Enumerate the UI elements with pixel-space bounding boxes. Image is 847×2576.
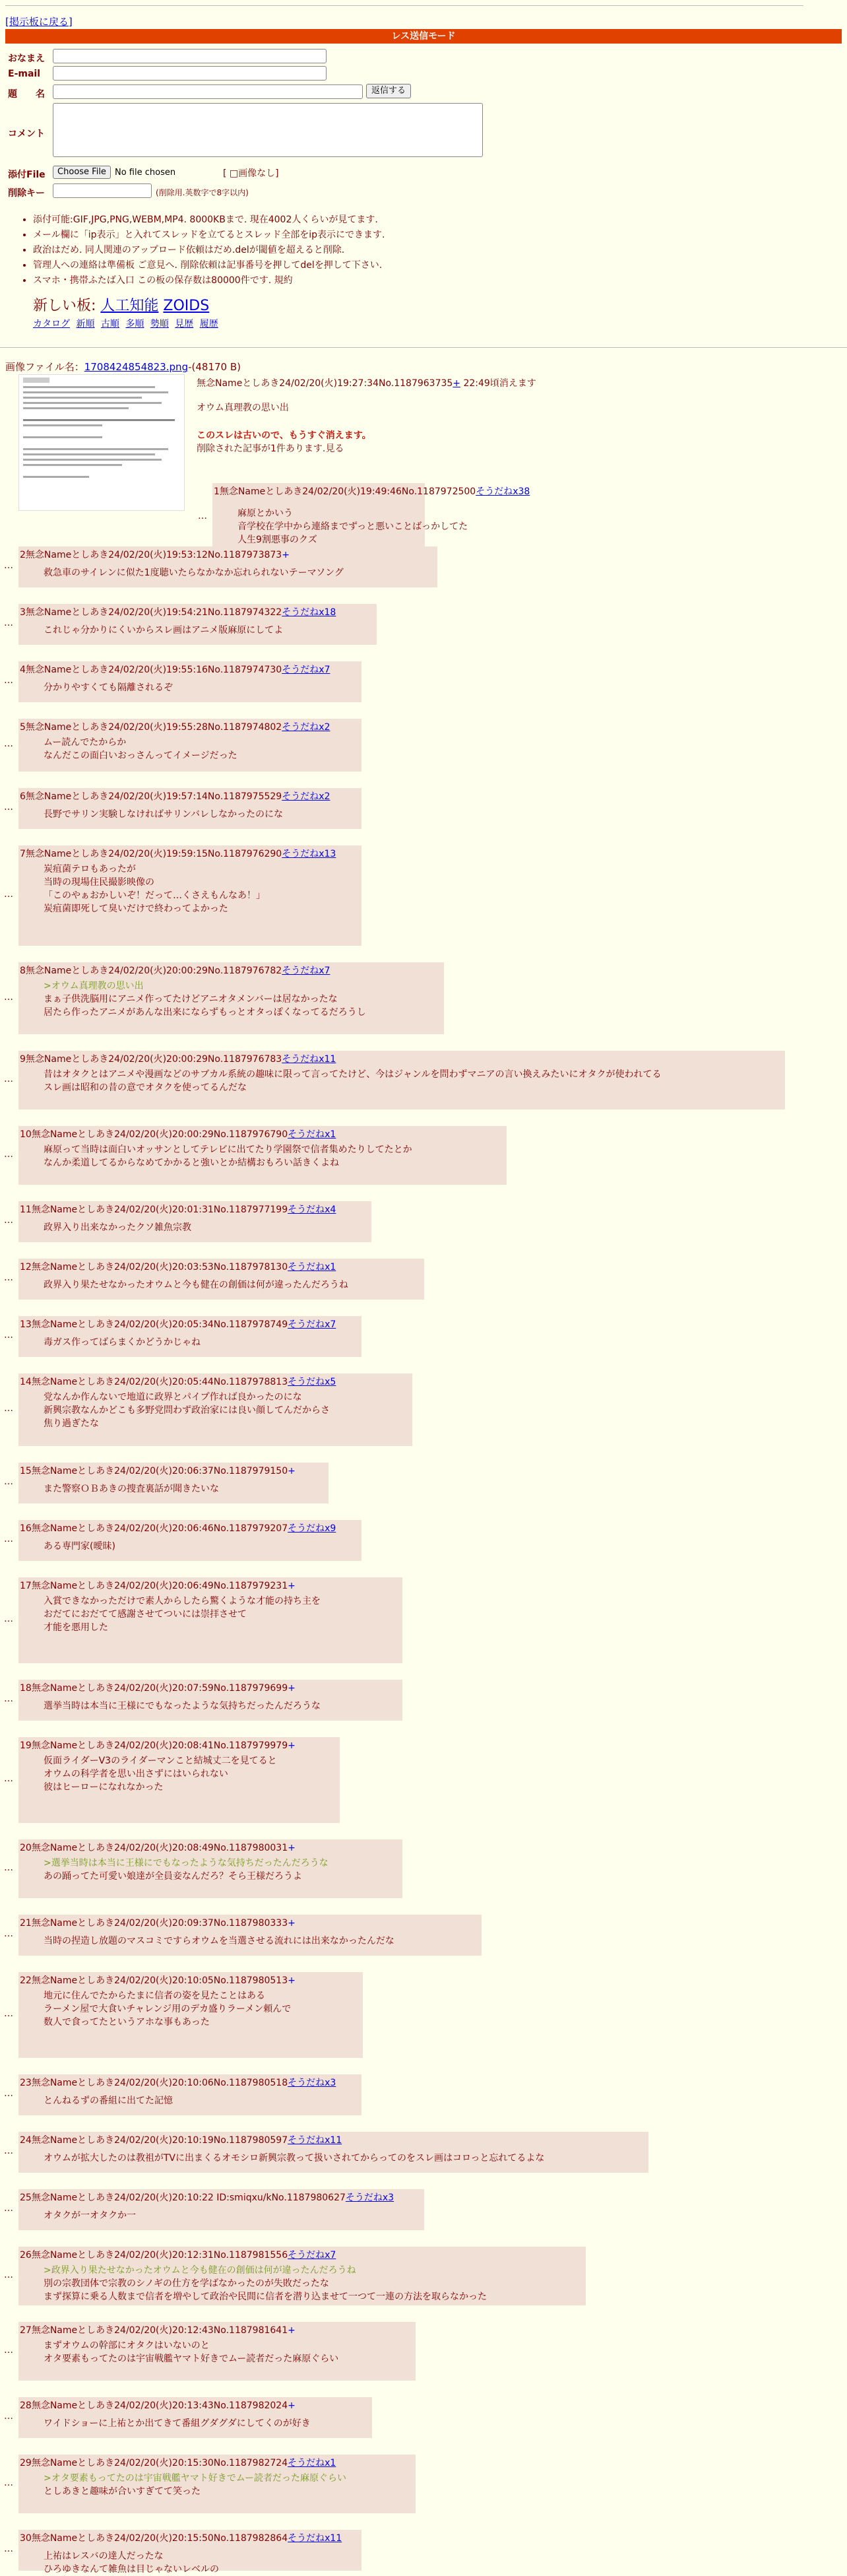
- reply-header: [20, 2248, 336, 2261]
- sodane-link[interactable]: そうだねx3: [288, 2078, 336, 2088]
- catalog-nav: [33, 317, 222, 330]
- reply-header: [20, 964, 330, 977]
- reply-post: [212, 483, 530, 551]
- sodane-link[interactable]: そうだねx2: [282, 722, 330, 733]
- reply-body-text: とんねるずの番組に出てた記憶: [44, 2096, 173, 2106]
- name-input[interactable]: [53, 49, 327, 63]
- reply-header-text[interactable]: 無念Nameとしあき24/02/20(火)20:09:37No.1187980333: [31, 1918, 288, 1929]
- reply-indent-marker: …: [4, 560, 13, 571]
- reply-plus-link[interactable]: +: [288, 1740, 296, 1751]
- reply-header: [20, 1317, 336, 1331]
- reply-number: 28: [20, 2400, 32, 2411]
- file-label: 添付File: [8, 170, 46, 180]
- reply-header: [20, 1916, 296, 1929]
- reply-body-text: ムー読んでたからか なんだこの面白いおっさんってイメージだった: [44, 737, 237, 761]
- sodane-link[interactable]: そうだねx18: [282, 607, 336, 618]
- sort-momentum-link[interactable]: 勢順: [150, 319, 169, 329]
- reply-header-text[interactable]: 無念Nameとしあき24/02/20(火)20:08:49No.1187980031: [31, 1843, 288, 1853]
- new-board-link-zoids[interactable]: ZOIDS: [163, 298, 210, 314]
- reply-header-text[interactable]: 無念Nameとしあき24/02/20(火)20:13:43No.1187982024: [31, 2400, 288, 2411]
- reply-number: 15: [20, 1466, 32, 1476]
- reply-header-text[interactable]: 無念Nameとしあき24/02/20(火)20:10:06No.1187980518: [31, 2078, 288, 2088]
- reply-body: [44, 1482, 219, 1496]
- reply-number: 19: [20, 1740, 32, 1751]
- new-board-notice: [33, 294, 209, 315]
- reply-post: [18, 1126, 507, 1185]
- top-divider: [5, 5, 803, 6]
- reply-body-text: これじゃ分かりにくいからスレ画はアニメ版麻原にしてよ: [44, 625, 284, 636]
- reply-header-text[interactable]: 無念Nameとしあき24/02/20(火)20:00:29No.1187976790: [31, 1129, 288, 1140]
- reply-number: 30: [20, 2533, 32, 2544]
- reply-indent-marker: …: [4, 1330, 13, 1340]
- reply-post: [18, 1577, 402, 1663]
- quote-text: >オタ要素もってたのは宇宙戦艦ヤマト好きでムー読者だった麻原ぐらい: [44, 2473, 347, 2484]
- reply-header: [20, 1521, 336, 1535]
- reply-plus-link[interactable]: +: [288, 2325, 296, 2336]
- reply-number: 4: [20, 665, 26, 675]
- reply-header: [20, 1464, 296, 1477]
- reply-body: [44, 736, 237, 762]
- reply-body: [44, 2152, 544, 2165]
- reply-mode-bar: レス送信モード: [5, 29, 842, 44]
- reply-number: 18: [20, 1683, 32, 1694]
- reply-body: [44, 1595, 321, 1634]
- reply-header-text[interactable]: 無念Nameとしあき24/02/20(火)20:08:41No.1187979979: [31, 1740, 288, 1751]
- reply-header-text[interactable]: 無念Nameとしあき24/02/20(火)20:00:29No.1187976782: [25, 966, 282, 976]
- reply-post: [18, 2397, 372, 2438]
- reply-body: [44, 2550, 219, 2576]
- file-info: [5, 360, 241, 374]
- reply-header-text[interactable]: 無念Nameとしあき24/02/20(火)20:10:22 ID:smiqxu/kNo.1187980627: [31, 2193, 346, 2203]
- reply-body-text: 毒ガス作ってばらまくかどうかじゃね: [44, 1337, 201, 1348]
- email-label: E-mail: [8, 69, 41, 79]
- reply-header: [20, 1052, 336, 1065]
- reply-body: [44, 1700, 321, 1713]
- reply-post: [18, 962, 444, 1034]
- reply-header: [20, 720, 330, 733]
- sodane-link[interactable]: そうだねx7: [282, 665, 330, 675]
- sodane-link[interactable]: そうだねx5: [288, 1377, 336, 1387]
- reply-body-text: としあきと趣味が合いすぎてて笑った: [44, 2486, 201, 2497]
- reply-header: [214, 484, 530, 498]
- reply-number: 20: [20, 1843, 32, 1853]
- reply-indent-marker: …: [4, 618, 13, 628]
- reply-indent-marker: …: [4, 1272, 13, 1283]
- reply-body: [44, 1857, 329, 1883]
- sodane-link[interactable]: そうだねx1: [288, 1129, 336, 1140]
- reply-body: [44, 863, 265, 915]
- reply-post: [18, 788, 361, 829]
- reply-body-text: 党なんか作んないで地道に政界とパイプ作れば良かったのにな 新興宗教なんかどこも多野党問わず政治家には良い顔してんだからさ 焦り過ぎたな: [44, 1392, 330, 1429]
- reply-body: [44, 624, 283, 637]
- reply-header: [20, 2323, 296, 2336]
- op-expire: 22:49頃消えます: [460, 378, 536, 389]
- reply-header: [20, 2531, 342, 2544]
- op-plus-link[interactable]: +: [453, 378, 461, 389]
- reply-body: [44, 2209, 136, 2222]
- sodane-link[interactable]: そうだねx1: [288, 2458, 336, 2468]
- reply-post: [18, 1463, 329, 1503]
- op-header-text: 無念Nameとしあき24/02/20(火)19:27:34No.1187963735: [197, 378, 453, 389]
- reply-body: [44, 1068, 662, 1094]
- reply-indent-marker: …: [4, 1773, 13, 1784]
- reply-plus-link[interactable]: +: [288, 1975, 296, 1986]
- reply-plus-link[interactable]: +: [288, 1683, 296, 1694]
- sort-old-link[interactable]: 古順: [100, 319, 119, 329]
- reply-header: [20, 1260, 336, 1273]
- reply-body: [44, 1754, 277, 1794]
- op-thumbnail-image[interactable]: [18, 374, 185, 511]
- deleted-posts-note[interactable]: 削除された記事が1件あります.見る: [197, 444, 344, 454]
- sort-many-link[interactable]: 多順: [125, 319, 144, 329]
- reply-post: [18, 1972, 363, 2058]
- history-link[interactable]: 履歴: [199, 319, 218, 329]
- reply-post: [18, 1680, 402, 1721]
- reply-header: [20, 1579, 296, 1592]
- reply-plus-link[interactable]: +: [288, 2400, 296, 2411]
- file-size: -(48170 B): [188, 361, 241, 373]
- reply-post: [18, 719, 361, 772]
- reply-number: 24: [20, 2135, 32, 2146]
- reply-indent-marker: …: [4, 1073, 13, 1084]
- catalog-link[interactable]: カタログ: [33, 319, 70, 329]
- reply-post: [18, 1051, 785, 1109]
- reply-header-text[interactable]: 無念Nameとしあき24/02/20(火)20:06:49No.1187979231: [31, 1581, 288, 1591]
- reply-post: [18, 1316, 361, 1357]
- reply-indent-marker: …: [4, 2477, 13, 2488]
- reply-post: [18, 1259, 424, 1300]
- reply-body-text: 選挙当時は本当に王様にでもなったような気持ちだったんだろうな: [44, 1701, 321, 1711]
- reply-body-text: また警察ＯＢあきの捜査裏話が聞きたいな: [44, 1484, 219, 1494]
- sodane-link[interactable]: そうだねx13: [282, 849, 336, 859]
- delete-key-note: (削除用.英数字で8字以内): [156, 188, 249, 197]
- reply-indent-marker: …: [4, 889, 13, 900]
- reply-indent-marker: …: [4, 1929, 13, 1939]
- reply-indent-marker: …: [198, 510, 207, 521]
- sodane-link[interactable]: そうだねx11: [288, 2135, 342, 2146]
- reply-header-text[interactable]: 無念Nameとしあき24/02/20(火)20:03:53No.1187978130: [31, 1262, 288, 1272]
- reply-header-text[interactable]: 無念Nameとしあき24/02/20(火)19:53:12No.1187973873: [25, 550, 282, 560]
- sodane-link[interactable]: そうだねx38: [476, 486, 530, 497]
- reply-header: [20, 2133, 342, 2146]
- reply-body-text: 地元に住んでたからたまに信者の姿を見たことはある ラーメン屋で大食いチャレンジ用のデカ盛りラーメン頼んで 数人で食ってたというアホな事もあった: [44, 1991, 292, 2028]
- sodane-link[interactable]: そうだねx11: [288, 2533, 342, 2544]
- reply-header: [20, 663, 330, 676]
- reply-body: [44, 1540, 115, 1553]
- reply-body: [44, 979, 366, 1019]
- reply-post: [18, 1373, 412, 1446]
- reply-header-text[interactable]: 無念Nameとしあき24/02/20(火)19:49:46No.1187972500: [219, 486, 476, 497]
- reply-number: 21: [20, 1918, 32, 1929]
- reply-body: [44, 1221, 191, 1234]
- choose-file-button[interactable]: Choose File: [53, 166, 111, 179]
- reply-number: 26: [20, 2250, 32, 2261]
- reply-body-text: 長野でサリン実験しなければサリンバレしなかったのにな: [44, 809, 284, 820]
- notice-item: • 添付可能:GIF,JPG,PNG,WEBM,MP4. 8000KBまで. 現在4002人くらいが見てます.: [33, 213, 825, 228]
- reply-body-text: 政界入り出来なかったクソ雑魚宗教: [44, 1222, 191, 1233]
- sodane-link[interactable]: そうだねx4: [288, 1205, 336, 1215]
- reply-number: 8: [20, 966, 26, 976]
- reply-post: [18, 1839, 402, 1898]
- comment-textarea[interactable]: [53, 103, 483, 157]
- submit-button[interactable]: 返信する: [366, 84, 411, 98]
- sodane-link[interactable]: そうだねx9: [288, 1523, 336, 1534]
- reply-header-text[interactable]: 無念Nameとしあき24/02/20(火)20:06:37No.1187979150: [31, 1466, 288, 1476]
- reply-number: 17: [20, 1581, 32, 1591]
- reply-body-text: 入賞できなかっただけで素人からしたら驚くような才能の持ち主を おだてにおだてて感謝させてついには崇拝させて 才能を悪用した: [44, 1596, 321, 1633]
- reply-number: 11: [20, 1205, 32, 1215]
- reply-header: [20, 2398, 296, 2412]
- reply-header: [20, 2191, 394, 2204]
- new-board-link-ai[interactable]: 人工知能: [100, 298, 159, 314]
- delete-key-input[interactable]: [53, 183, 152, 198]
- reply-header-text[interactable]: 無念Nameとしあき24/02/20(火)20:12:31No.1187981556: [31, 2250, 288, 2261]
- reply-header-text[interactable]: 無念Nameとしあき24/02/20(火)20:15:30No.1187982724: [31, 2458, 288, 2468]
- reply-post: [18, 1201, 371, 1242]
- reply-number: 12: [20, 1262, 32, 1272]
- file-info-prefix: 画像ファイル名：: [5, 361, 84, 373]
- reply-header-text[interactable]: 無念Nameとしあき24/02/20(火)20:05:34No.1187978749: [31, 1319, 288, 1330]
- reply-header: [20, 2076, 336, 2089]
- reply-indent-marker: …: [4, 1862, 13, 1873]
- reply-header-text[interactable]: 無念Nameとしあき24/02/20(火)19:55:28No.1187974802: [25, 722, 282, 733]
- reply-header-text[interactable]: 無念Nameとしあき24/02/20(火)20:01:31No.1187977199: [31, 1205, 288, 1215]
- reply-body: [44, 1391, 330, 1430]
- reply-body-text: 分かりやすくても隔離されるぞ: [44, 682, 173, 693]
- name-label: おなまえ: [8, 53, 45, 64]
- reply-header-text[interactable]: 無念Nameとしあき24/02/20(火)19:54:21No.1187974322: [25, 607, 282, 618]
- reply-body-text: オタクが一オタクか一: [44, 2210, 136, 2221]
- reply-number: 7: [20, 849, 26, 859]
- reply-body: [44, 1278, 348, 1292]
- comment-label: コメント: [8, 129, 45, 139]
- reply-plus-link[interactable]: +: [288, 1918, 296, 1929]
- reply-header: [20, 1973, 296, 1987]
- reply-number: 9: [20, 1054, 26, 1065]
- reply-number: 23: [20, 2078, 32, 2088]
- reply-indent-marker: …: [4, 1694, 13, 1704]
- op-warning: [197, 429, 371, 455]
- op-header: [197, 376, 536, 389]
- reply-post: [18, 1915, 482, 1956]
- reply-indent-marker: …: [4, 2344, 13, 2356]
- reply-indent-marker: …: [4, 739, 13, 749]
- reply-number: 14: [20, 1377, 32, 1387]
- reply-indent-marker: …: [4, 1476, 13, 1487]
- old-thread-warning: このスレは古いので、もうすぐ消えます。: [197, 430, 371, 441]
- reply-body: [44, 808, 283, 821]
- reply-body: [44, 1336, 201, 1349]
- viewed-link[interactable]: 見歴: [175, 319, 194, 329]
- reply-body-text: まずオウムの幹部にオタクはいないのと オタ要素もってたのは宇宙戦艦ヤマト好きでムー読者だった麻原ぐらい: [44, 2340, 339, 2364]
- reply-body-text: ワイドショーに上祐とか出てきて番組グダグダにしてくのが好き: [44, 2418, 311, 2429]
- subject-input[interactable]: [53, 84, 363, 99]
- delete-key-label: 削除キー: [8, 188, 45, 199]
- reply-body: [44, 1989, 291, 2029]
- reply-indent-marker: …: [4, 1403, 13, 1414]
- subject-label: 題 名: [8, 89, 45, 100]
- no-image-checkbox[interactable]: [ □画像なし]: [223, 168, 279, 179]
- sodane-link[interactable]: そうだねx7: [288, 2250, 336, 2261]
- reply-header: [20, 548, 290, 561]
- reply-indent-marker: …: [4, 2269, 13, 2280]
- back-to-board-link[interactable]: [掲示板に戻る]: [5, 16, 73, 28]
- reply-post: [18, 2132, 648, 2173]
- reply-header: [20, 605, 336, 618]
- reply-indent-marker: …: [4, 1148, 13, 1160]
- reply-header-text[interactable]: 無念Nameとしあき24/02/20(火)20:07:59No.1187979699: [31, 1683, 288, 1694]
- image-file-link[interactable]: 1708424854823.png: [84, 361, 189, 373]
- reply-body-text: 麻原とかいう 音学校在学中から連絡までずっと悪いことばっかしてた 人生9割悪事のクズ: [237, 508, 468, 545]
- reply-number: 3: [20, 607, 26, 618]
- reply-number: 29: [20, 2458, 32, 2468]
- content-divider: [0, 347, 847, 348]
- reply-indent-marker: …: [4, 1215, 13, 1226]
- reply-header: [20, 1203, 336, 1216]
- reply-number: 22: [20, 1975, 32, 1986]
- sodane-link[interactable]: そうだねx3: [345, 2193, 394, 2203]
- reply-body-text: まぁ子供洗脳用にアニメ作ってたけどアニオタメンバーは居なかったな 居たら作ったアニメがあんな出来にならずもっとオタっぽくなってるだろうし: [44, 994, 366, 1018]
- reply-header-text[interactable]: 無念Nameとしあき24/02/20(火)20:10:05No.1187980513: [31, 1975, 288, 1986]
- notice-item: • スマホ・携帯ふたば入口 この板の保存数は80000件です. 規約: [33, 273, 825, 288]
- email-input[interactable]: [53, 66, 327, 81]
- reply-header: [20, 789, 330, 803]
- reply-header: [20, 847, 336, 860]
- reply-post: [18, 2189, 424, 2230]
- reply-number: 10: [20, 1129, 32, 1140]
- reply-indent-marker: …: [4, 2411, 13, 2422]
- sodane-link[interactable]: そうだねx1: [288, 1262, 336, 1272]
- reply-plus-link[interactable]: +: [288, 1581, 296, 1591]
- reply-post: [18, 2247, 586, 2305]
- reply-indent-marker: …: [4, 2088, 13, 2099]
- reply-body: [44, 1143, 412, 1170]
- reply-post: [18, 2074, 361, 2115]
- reply-body-text: ある専門家(曖昧): [44, 1541, 115, 1552]
- sodane-link[interactable]: そうだねx2: [282, 791, 330, 802]
- reply-indent-marker: …: [4, 2544, 13, 2554]
- reply-body: [44, 2417, 311, 2430]
- no-file-text: No file chosen: [115, 168, 176, 178]
- reply-number: 16: [20, 1523, 32, 1534]
- quote-text: >選挙当時は本当に王様にでもなったような気持ちだったんだろうな: [44, 1858, 329, 1868]
- reply-body: [44, 566, 344, 579]
- reply-header-text[interactable]: 無念Nameとしあき24/02/20(火)20:00:29No.1187976783: [25, 1054, 282, 1065]
- reply-header-text[interactable]: 無念Nameとしあき24/02/20(火)19:57:14No.1187975529: [25, 791, 282, 802]
- reply-indent-marker: …: [4, 2146, 13, 2156]
- quote-text: >政界入り果たせなかったオウムと今も健在の創価は何が違ったんだろうね: [44, 2265, 356, 2276]
- reply-indent-marker: …: [4, 2008, 13, 2019]
- reply-number: 25: [20, 2193, 32, 2203]
- reply-indent-marker: …: [4, 802, 13, 812]
- reply-post: [18, 1520, 361, 1561]
- reply-header-text[interactable]: 無念Nameとしあき24/02/20(火)20:05:44No.1187978813: [31, 1377, 288, 1387]
- reply-indent-marker: …: [4, 2203, 13, 2214]
- sodane-link[interactable]: そうだねx7: [282, 966, 330, 976]
- reply-number: 2: [20, 550, 26, 560]
- reply-number: 6: [20, 791, 26, 802]
- reply-body-text: 昔はオタクとはアニメや漫画などのサブカル系統の趣味に限って言ってたけど、今はジャンルを問わずマニアの言い換えみたいにオタクが使われてる スレ画は昭和の昔の意でオタクを使ってるんだな: [44, 1069, 662, 1093]
- reply-header-text[interactable]: 無念Nameとしあき24/02/20(火)19:55:16No.1187974730: [25, 665, 282, 675]
- reply-post: [18, 845, 361, 946]
- reply-body-text: 麻原って当時は面白いオッサンとしてテレビに出てたり学園祭で信者集めたりしてたとか なんか柔道してるからなめてかかると強いとか結構おもろい話きくよね: [44, 1144, 412, 1168]
- notice-item: • 管理人への連絡は準備板 ご意見へ. 削除依頼は記事番号を押してdelを押して下さい.: [33, 258, 825, 273]
- reply-body-text: オウムが拡大したのは教祖がTVに出まくるオモシロ新興宗教って扱いされてからってのをスレ画はコロっと忘れてるよな: [44, 2153, 545, 2163]
- reply-body-text: 仮面ライダーV3のライダーマンこと結城丈二を見てると オウムの科学者を思い出さずにはいられない 彼はヒーローになれなかった: [44, 1756, 277, 1793]
- reply-plus-link[interactable]: +: [288, 1843, 296, 1853]
- reply-body: [44, 2339, 338, 2365]
- sodane-link[interactable]: そうだねx7: [288, 1319, 336, 1330]
- reply-header: [20, 1375, 336, 1388]
- reply-body: [44, 2094, 173, 2107]
- reply-header: [20, 1738, 296, 1752]
- notice-item: • 政治はだめ. 同人関連のアップロード依頼はだめ.delが閾値を超えると削除.: [33, 243, 825, 258]
- reply-post: [18, 2322, 416, 2381]
- reply-number: 27: [20, 2325, 32, 2336]
- reply-post: [18, 604, 377, 645]
- reply-body: [44, 2472, 346, 2498]
- reply-body: [237, 507, 468, 546]
- reply-body-text: 政界入り果たせなかったオウムと今も健在の創価は何が違ったんだろうね: [44, 1280, 348, 1290]
- reply-header-text[interactable]: 無念Nameとしあき24/02/20(火)20:15:50No.1187982864: [31, 2533, 288, 2544]
- reply-post: [18, 661, 361, 702]
- reply-post: [18, 1737, 340, 1823]
- reply-header: [20, 1841, 296, 1854]
- sodane-link[interactable]: そうだねx11: [282, 1054, 336, 1065]
- reply-plus-link[interactable]: +: [282, 550, 290, 560]
- reply-header: [20, 1127, 336, 1140]
- reply-header-text[interactable]: 無念Nameとしあき24/02/20(火)20:12:43No.1187981641: [31, 2325, 288, 2336]
- reply-post: [18, 546, 437, 587]
- reply-number: 13: [20, 1319, 32, 1330]
- reply-body-text: 上祐はレスバの達人だったな ひろゆきなんて雑魚は目じゃないレベルの: [44, 2551, 219, 2575]
- reply-post: [18, 2455, 416, 2513]
- reply-indent-marker: …: [4, 1534, 13, 1544]
- new-board-prefix: 新しい板:: [33, 298, 101, 314]
- reply-header: [20, 1681, 296, 1694]
- quote-text: >オウム真理教の思い出: [44, 981, 144, 991]
- reply-indent-marker: …: [4, 1614, 13, 1624]
- notice-item: • メール欄に「ip表示」と入れてスレッドを立てるとスレッド全部をip表示にできます.: [33, 228, 825, 243]
- notice-list: [18, 213, 825, 288]
- reply-header: [20, 2456, 336, 2469]
- reply-number: 1: [214, 486, 220, 497]
- sort-new-link[interactable]: 新順: [76, 319, 95, 329]
- reply-header-text[interactable]: 無念Nameとしあき24/02/20(火)20:06:46No.1187979207: [31, 1523, 288, 1534]
- reply-body: [44, 1934, 394, 1948]
- reply-indent-marker: …: [4, 991, 13, 1003]
- reply-body-text: 救急車のサイレンに似た1度聴いたらなかなか忘れられないテーマソング: [44, 568, 344, 578]
- reply-body-text: 炭疽菌テロもあったが 当時の現場住民撮影映像の 「このやぁおかしいぞ！だって…くさえもんなあ！」 炭疽菌即死して臭いだけで終わってよかった: [44, 864, 265, 914]
- reply-plus-link[interactable]: +: [288, 1466, 296, 1476]
- reply-body-text: 別の宗教団体で宗教のシノギの仕方を学ばなかったのが失敗だったな まず探算に乗る人数まで信者を増やして政治や民間に信者を潜り込ませて一つて一連の方法を取らなかった: [44, 2278, 487, 2302]
- reply-number: 5: [20, 722, 26, 733]
- reply-body: [44, 2264, 487, 2303]
- op-body: オウム真理教の思い出: [197, 403, 289, 413]
- reply-body-text: あの踊ってた可愛い娘達が全員妾なんだろ？そら王様だろうよ: [44, 1871, 302, 1882]
- reply-header-text[interactable]: 無念Nameとしあき24/02/20(火)20:10:19No.1187980597: [31, 2135, 288, 2146]
- reply-indent-marker: …: [4, 675, 13, 686]
- reply-body: [44, 681, 173, 694]
- reply-body-text: 当時の捏造し放題のマスコミですらオウムを当選させる流れには出来なかったんだな: [44, 1936, 394, 1946]
- reply-post: [18, 2530, 361, 2575]
- reply-header-text[interactable]: 無念Nameとしあき24/02/20(火)19:59:15No.1187976290: [25, 849, 282, 859]
